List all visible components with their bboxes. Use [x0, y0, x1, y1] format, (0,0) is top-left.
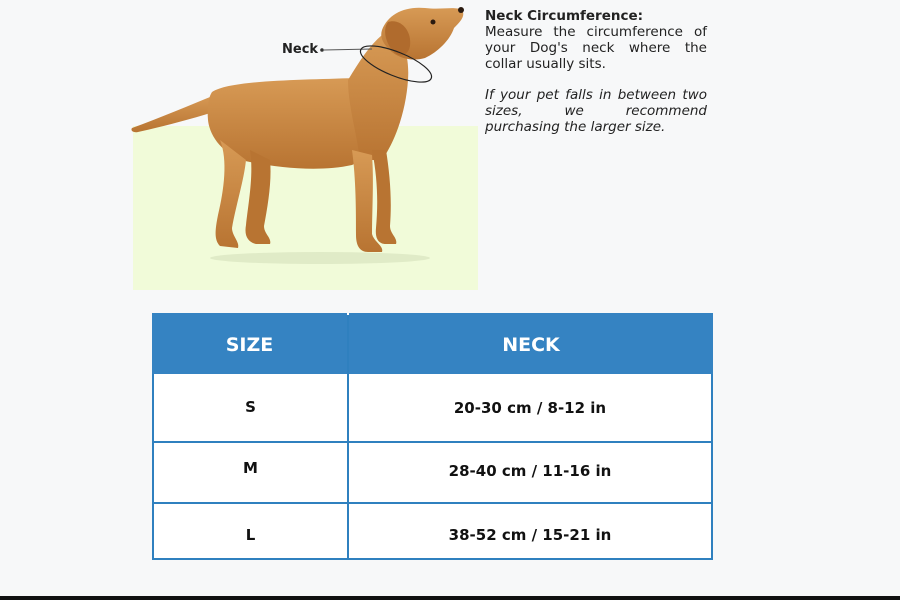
- table-header: [152, 313, 713, 374]
- instructions-title: Neck Circumference:: [485, 8, 644, 24]
- size-chart-table: [152, 313, 713, 560]
- table-row: [154, 504, 711, 560]
- neck-cell: 38-52 cm / 15-21 in: [448, 526, 612, 544]
- size-cell: M: [243, 459, 258, 477]
- instructions-text: Measure the circumference of your Dog's neck where the collar usually sits.: [485, 24, 707, 72]
- neck-cell: 28-40 cm / 11-16 in: [448, 462, 612, 480]
- bottom-border: [0, 596, 900, 600]
- size-cell: L: [245, 526, 256, 544]
- neck-column-header: NECK: [502, 334, 560, 356]
- table-row: [154, 374, 711, 441]
- sizing-note: If your pet falls in between two sizes, we recommend purchasing the larger size.: [485, 87, 707, 135]
- size-cell: S: [245, 398, 256, 416]
- neck-cell: 20-30 cm / 8-12 in: [453, 399, 607, 417]
- table-row: [154, 443, 711, 502]
- size-column-header: SIZE: [225, 334, 274, 356]
- measurement-instructions: [485, 8, 707, 135]
- neck-label: Neck: [282, 42, 319, 57]
